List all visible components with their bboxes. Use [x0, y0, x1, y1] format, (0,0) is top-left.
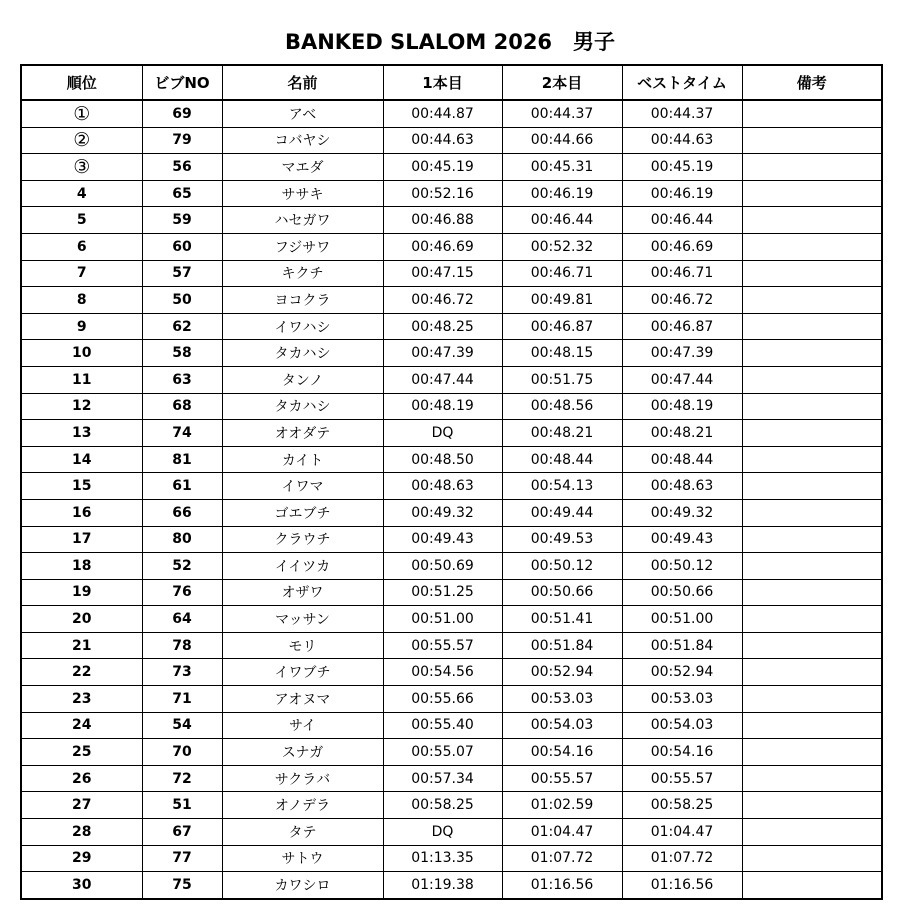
- run1-cell: 00:51.00: [383, 606, 502, 633]
- rank-cell: ③: [21, 154, 142, 181]
- table-row: [21, 393, 882, 420]
- rank-cell: 28: [21, 819, 142, 846]
- run2-cell: 00:54.13: [502, 473, 622, 500]
- best-time-cell: 00:47.39: [622, 340, 742, 367]
- table-row: [21, 154, 882, 181]
- name-cell: オオダテ: [222, 420, 383, 447]
- run2-cell: 01:16.56: [502, 872, 622, 899]
- run1-cell: 00:55.40: [383, 712, 502, 739]
- run2-cell: 00:55.57: [502, 765, 622, 792]
- table-row: [21, 872, 882, 899]
- rank-cell: 5: [21, 207, 142, 234]
- table-row: [21, 765, 882, 792]
- best-time-cell: 00:51.00: [622, 606, 742, 633]
- notes-cell: [742, 207, 882, 234]
- run1-cell: 00:55.66: [383, 686, 502, 713]
- run2-cell: 00:49.53: [502, 526, 622, 553]
- bib-cell: 66: [142, 499, 222, 526]
- notes-cell: [742, 659, 882, 686]
- run2-cell: 00:54.16: [502, 739, 622, 766]
- table-row: [21, 446, 882, 473]
- run2-cell: 00:44.37: [502, 100, 622, 127]
- run2-cell: 00:49.44: [502, 499, 622, 526]
- run1-cell: 00:47.39: [383, 340, 502, 367]
- run1-cell: 00:46.72: [383, 287, 502, 314]
- header-name: 名前: [222, 65, 383, 100]
- table-row: [21, 845, 882, 872]
- run2-cell: 00:46.87: [502, 313, 622, 340]
- bib-cell: 72: [142, 765, 222, 792]
- table-row: [21, 366, 882, 393]
- name-cell: カイト: [222, 446, 383, 473]
- run1-cell: 00:51.25: [383, 579, 502, 606]
- notes-cell: [742, 287, 882, 314]
- notes-cell: [742, 739, 882, 766]
- notes-cell: [742, 526, 882, 553]
- run1-cell: 00:54.56: [383, 659, 502, 686]
- run1-cell: 00:45.19: [383, 154, 502, 181]
- bib-cell: 77: [142, 845, 222, 872]
- best-time-cell: 00:50.12: [622, 553, 742, 580]
- run2-cell: 01:04.47: [502, 819, 622, 846]
- run1-cell: 00:57.34: [383, 765, 502, 792]
- bib-cell: 63: [142, 366, 222, 393]
- run2-cell: 00:48.15: [502, 340, 622, 367]
- rank-cell: 6: [21, 233, 142, 260]
- name-cell: ハセガワ: [222, 207, 383, 234]
- run2-cell: 00:46.44: [502, 207, 622, 234]
- table-row: [21, 127, 882, 154]
- notes-cell: [742, 553, 882, 580]
- rank-cell: 9: [21, 313, 142, 340]
- run1-cell: 00:55.07: [383, 739, 502, 766]
- name-cell: オザワ: [222, 579, 383, 606]
- best-time-cell: 00:46.69: [622, 233, 742, 260]
- best-time-cell: 01:04.47: [622, 819, 742, 846]
- bib-cell: 68: [142, 393, 222, 420]
- run2-cell: 00:52.32: [502, 233, 622, 260]
- name-cell: マエダ: [222, 154, 383, 181]
- table-row: [21, 686, 882, 713]
- run2-cell: 00:44.66: [502, 127, 622, 154]
- header-run2: 2本目: [502, 65, 622, 100]
- results-body: [21, 100, 882, 899]
- run1-cell: 00:46.88: [383, 207, 502, 234]
- best-time-cell: 00:45.19: [622, 154, 742, 181]
- name-cell: キクチ: [222, 260, 383, 287]
- best-time-cell: 01:16.56: [622, 872, 742, 899]
- run2-cell: 00:49.81: [502, 287, 622, 314]
- table-row: [21, 579, 882, 606]
- run1-cell: DQ: [383, 819, 502, 846]
- rank-cell: 13: [21, 420, 142, 447]
- notes-cell: [742, 473, 882, 500]
- rank-cell: 4: [21, 180, 142, 207]
- table-row: [21, 313, 882, 340]
- rank-cell: 27: [21, 792, 142, 819]
- rank-cell: ②: [21, 127, 142, 154]
- name-cell: サクラバ: [222, 765, 383, 792]
- bib-cell: 50: [142, 287, 222, 314]
- bib-cell: 60: [142, 233, 222, 260]
- run2-cell: 00:48.21: [502, 420, 622, 447]
- best-time-cell: 00:54.16: [622, 739, 742, 766]
- bib-cell: 59: [142, 207, 222, 234]
- run1-cell: 00:48.50: [383, 446, 502, 473]
- run1-cell: 01:13.35: [383, 845, 502, 872]
- bib-cell: 79: [142, 127, 222, 154]
- notes-cell: [742, 632, 882, 659]
- rank-cell: 15: [21, 473, 142, 500]
- rank-cell: 29: [21, 845, 142, 872]
- best-time-cell: 00:48.44: [622, 446, 742, 473]
- bib-cell: 69: [142, 100, 222, 127]
- bib-cell: 76: [142, 579, 222, 606]
- bib-cell: 75: [142, 872, 222, 899]
- run1-cell: 00:48.63: [383, 473, 502, 500]
- table-row: [21, 233, 882, 260]
- bib-cell: 74: [142, 420, 222, 447]
- run1-cell: 00:44.87: [383, 100, 502, 127]
- header-best-time: ベストタイム: [622, 65, 742, 100]
- run1-cell: 00:49.43: [383, 526, 502, 553]
- notes-cell: [742, 712, 882, 739]
- name-cell: モリ: [222, 632, 383, 659]
- notes-cell: [742, 765, 882, 792]
- rank-cell: 17: [21, 526, 142, 553]
- notes-cell: [742, 233, 882, 260]
- bib-cell: 61: [142, 473, 222, 500]
- table-row: [21, 659, 882, 686]
- run1-cell: 00:48.25: [383, 313, 502, 340]
- notes-cell: [742, 393, 882, 420]
- best-time-cell: 00:48.21: [622, 420, 742, 447]
- run1-cell: 00:46.69: [383, 233, 502, 260]
- bib-cell: 64: [142, 606, 222, 633]
- run2-cell: 01:07.72: [502, 845, 622, 872]
- rank-cell: ①: [21, 100, 142, 127]
- name-cell: サイ: [222, 712, 383, 739]
- run2-cell: 00:46.19: [502, 180, 622, 207]
- bib-cell: 73: [142, 659, 222, 686]
- notes-cell: [742, 154, 882, 181]
- run2-cell: 00:51.41: [502, 606, 622, 633]
- name-cell: サトウ: [222, 845, 383, 872]
- run1-cell: DQ: [383, 420, 502, 447]
- notes-cell: [742, 420, 882, 447]
- table-row: [21, 260, 882, 287]
- table-row: [21, 606, 882, 633]
- run1-cell: 00:50.69: [383, 553, 502, 580]
- run1-cell: 00:55.57: [383, 632, 502, 659]
- table-row: [21, 180, 882, 207]
- bib-cell: 58: [142, 340, 222, 367]
- run2-cell: 00:45.31: [502, 154, 622, 181]
- name-cell: アオヌマ: [222, 686, 383, 713]
- header-bib: ビブNO: [142, 65, 222, 100]
- bib-cell: 80: [142, 526, 222, 553]
- page-title: BANKED SLALOM 2026 男子: [284, 30, 616, 54]
- best-time-cell: 00:48.63: [622, 473, 742, 500]
- bib-cell: 65: [142, 180, 222, 207]
- table-row: [21, 420, 882, 447]
- run2-cell: 00:46.71: [502, 260, 622, 287]
- notes-cell: [742, 313, 882, 340]
- notes-cell: [742, 499, 882, 526]
- bib-cell: 51: [142, 792, 222, 819]
- best-time-cell: 00:46.72: [622, 287, 742, 314]
- notes-cell: [742, 180, 882, 207]
- table-row: [21, 819, 882, 846]
- header-notes: 備考: [742, 65, 882, 100]
- best-time-cell: 00:58.25: [622, 792, 742, 819]
- best-time-cell: 00:51.84: [622, 632, 742, 659]
- name-cell: イワハシ: [222, 313, 383, 340]
- name-cell: コバヤシ: [222, 127, 383, 154]
- rank-cell: 7: [21, 260, 142, 287]
- best-time-cell: 00:55.57: [622, 765, 742, 792]
- best-time-cell: 00:46.87: [622, 313, 742, 340]
- rank-cell: 14: [21, 446, 142, 473]
- name-cell: カワシロ: [222, 872, 383, 899]
- bib-cell: 57: [142, 260, 222, 287]
- bib-cell: 54: [142, 712, 222, 739]
- bib-cell: 56: [142, 154, 222, 181]
- notes-cell: [742, 819, 882, 846]
- best-time-cell: 01:07.72: [622, 845, 742, 872]
- run2-cell: 00:48.44: [502, 446, 622, 473]
- table-row: [21, 739, 882, 766]
- table-row: [21, 473, 882, 500]
- header-rank: 順位: [21, 65, 142, 100]
- name-cell: ササキ: [222, 180, 383, 207]
- name-cell: オノデラ: [222, 792, 383, 819]
- run1-cell: 00:49.32: [383, 499, 502, 526]
- best-time-cell: 00:46.71: [622, 260, 742, 287]
- notes-cell: [742, 872, 882, 899]
- best-time-cell: 00:46.44: [622, 207, 742, 234]
- rank-cell: 8: [21, 287, 142, 314]
- table-row: [21, 553, 882, 580]
- name-cell: マッサン: [222, 606, 383, 633]
- rank-cell: 10: [21, 340, 142, 367]
- table-row: [21, 287, 882, 314]
- table-row: [21, 207, 882, 234]
- rank-cell: 21: [21, 632, 142, 659]
- rank-cell: 22: [21, 659, 142, 686]
- name-cell: スナガ: [222, 739, 383, 766]
- notes-cell: [742, 366, 882, 393]
- run2-cell: 00:52.94: [502, 659, 622, 686]
- bib-cell: 81: [142, 446, 222, 473]
- notes-cell: [742, 260, 882, 287]
- notes-cell: [742, 792, 882, 819]
- rank-cell: 23: [21, 686, 142, 713]
- table-row: [21, 792, 882, 819]
- best-time-cell: 00:46.19: [622, 180, 742, 207]
- bib-cell: 70: [142, 739, 222, 766]
- header-run1: 1本目: [383, 65, 502, 100]
- name-cell: イイツカ: [222, 553, 383, 580]
- name-cell: フジサワ: [222, 233, 383, 260]
- best-time-cell: 00:44.37: [622, 100, 742, 127]
- run2-cell: 00:48.56: [502, 393, 622, 420]
- name-cell: ヨコクラ: [222, 287, 383, 314]
- notes-cell: [742, 127, 882, 154]
- table-row: [21, 340, 882, 367]
- notes-cell: [742, 446, 882, 473]
- best-time-cell: 00:53.03: [622, 686, 742, 713]
- best-time-cell: 00:49.32: [622, 499, 742, 526]
- notes-cell: [742, 606, 882, 633]
- rank-cell: 11: [21, 366, 142, 393]
- best-time-cell: 00:50.66: [622, 579, 742, 606]
- header-row: [21, 65, 882, 100]
- run1-cell: 00:47.15: [383, 260, 502, 287]
- bib-cell: 52: [142, 553, 222, 580]
- name-cell: タンノ: [222, 366, 383, 393]
- run1-cell: 00:58.25: [383, 792, 502, 819]
- name-cell: タテ: [222, 819, 383, 846]
- rank-cell: 18: [21, 553, 142, 580]
- notes-cell: [742, 340, 882, 367]
- notes-cell: [742, 845, 882, 872]
- notes-cell: [742, 579, 882, 606]
- rank-cell: 12: [21, 393, 142, 420]
- rank-cell: 19: [21, 579, 142, 606]
- run1-cell: 01:19.38: [383, 872, 502, 899]
- name-cell: タカハシ: [222, 393, 383, 420]
- results-table: [20, 64, 883, 900]
- run2-cell: 00:54.03: [502, 712, 622, 739]
- name-cell: アベ: [222, 100, 383, 127]
- rank-cell: 20: [21, 606, 142, 633]
- rank-cell: 30: [21, 872, 142, 899]
- rank-cell: 16: [21, 499, 142, 526]
- rank-cell: 25: [21, 739, 142, 766]
- run1-cell: 00:48.19: [383, 393, 502, 420]
- table-row: [21, 712, 882, 739]
- run2-cell: 00:51.75: [502, 366, 622, 393]
- bib-cell: 67: [142, 819, 222, 846]
- run2-cell: 00:51.84: [502, 632, 622, 659]
- table-row: [21, 100, 882, 127]
- best-time-cell: 00:44.63: [622, 127, 742, 154]
- best-time-cell: 00:49.43: [622, 526, 742, 553]
- bib-cell: 71: [142, 686, 222, 713]
- notes-cell: [742, 100, 882, 127]
- table-row: [21, 499, 882, 526]
- rank-cell: 26: [21, 765, 142, 792]
- name-cell: イワマ: [222, 473, 383, 500]
- name-cell: ゴエブチ: [222, 499, 383, 526]
- name-cell: クラウチ: [222, 526, 383, 553]
- run2-cell: 00:53.03: [502, 686, 622, 713]
- notes-cell: [742, 686, 882, 713]
- run2-cell: 01:02.59: [502, 792, 622, 819]
- table-row: [21, 632, 882, 659]
- rank-cell: 24: [21, 712, 142, 739]
- best-time-cell: 00:48.19: [622, 393, 742, 420]
- run1-cell: 00:47.44: [383, 366, 502, 393]
- bib-cell: 62: [142, 313, 222, 340]
- best-time-cell: 00:54.03: [622, 712, 742, 739]
- run2-cell: 00:50.66: [502, 579, 622, 606]
- bib-cell: 78: [142, 632, 222, 659]
- name-cell: タカハシ: [222, 340, 383, 367]
- run1-cell: 00:52.16: [383, 180, 502, 207]
- name-cell: イワブチ: [222, 659, 383, 686]
- best-time-cell: 00:52.94: [622, 659, 742, 686]
- run2-cell: 00:50.12: [502, 553, 622, 580]
- table-row: [21, 526, 882, 553]
- best-time-cell: 00:47.44: [622, 366, 742, 393]
- run1-cell: 00:44.63: [383, 127, 502, 154]
